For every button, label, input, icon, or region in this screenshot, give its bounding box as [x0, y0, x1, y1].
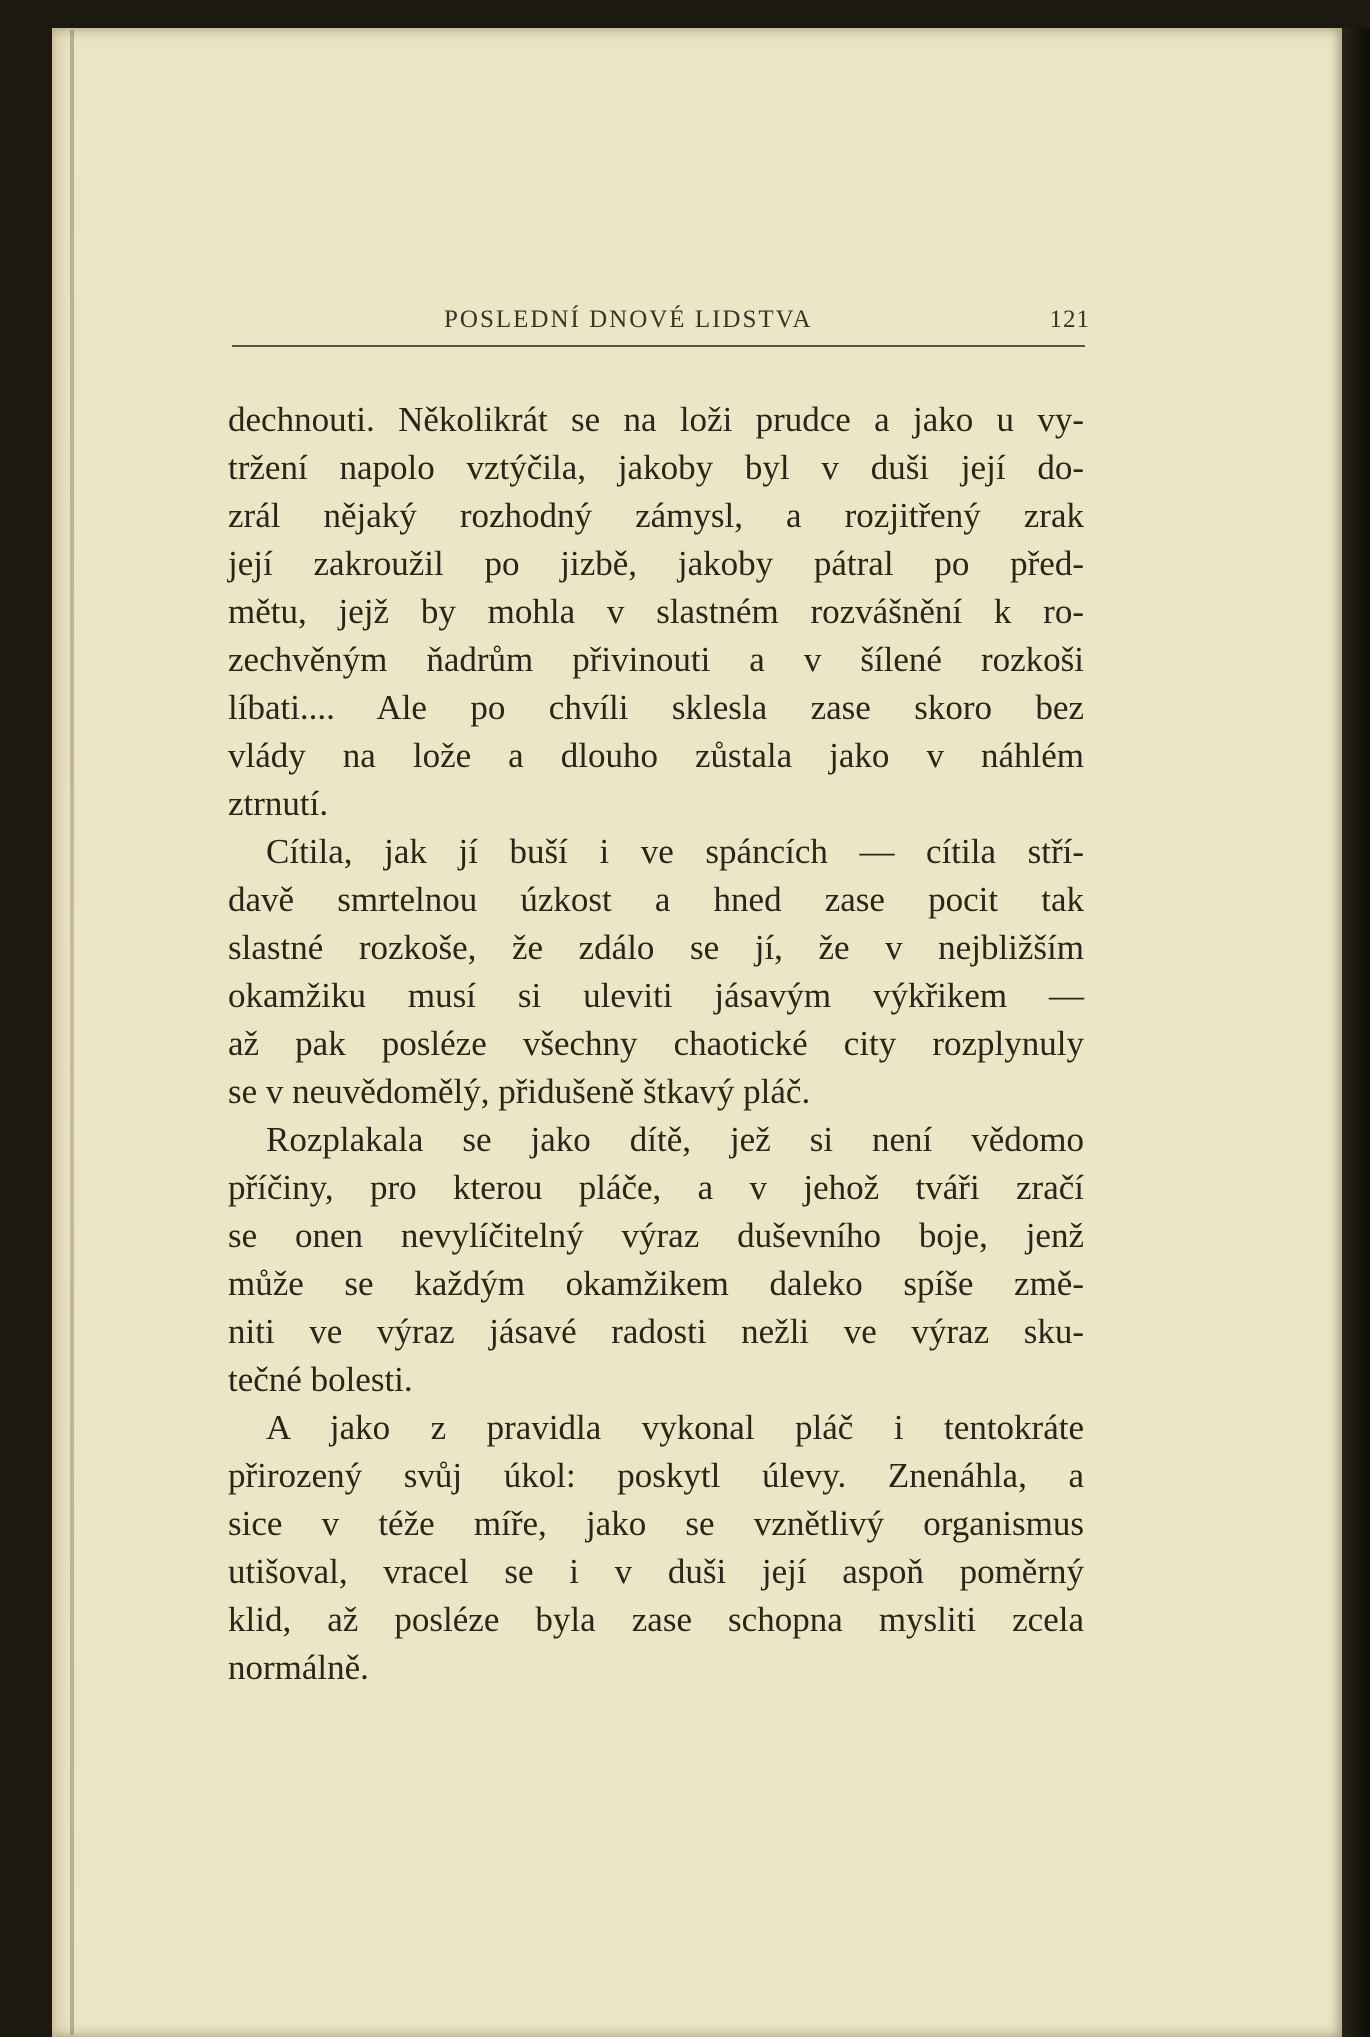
text-line: Cítila, jak jí buší i ve spáncích — cítila stří- — [266, 832, 1084, 871]
text-line: slastné rozkoše, že zdálo se jí, že v nejbližším — [228, 928, 1084, 967]
text-line: líbati.... Ale po chvíli sklesla zase skoro bez — [228, 688, 1084, 727]
text-line: zechvěným ňadrům přivinouti a v šílené rozkoši — [228, 640, 1084, 679]
paragraph-4 — [228, 1404, 1084, 1692]
text-line: utišoval, vracel se i v duši její aspoň poměrný — [228, 1552, 1084, 1591]
page-fold-shadow — [70, 30, 74, 2035]
text-line: davě smrtelnou úzkost a hned zase pocit tak — [228, 880, 1084, 919]
text-line: klid, až posléze byla zase schopna mysliti zcela — [228, 1600, 1084, 1639]
paragraph-1 — [228, 396, 1084, 828]
text-line: příčiny, pro kterou pláče, a v jehož tváři zračí — [228, 1168, 1084, 1207]
text-line: se v neuvědomělý, přidušeně štkavý pláč. — [228, 1072, 811, 1111]
text-line: normálně. — [228, 1648, 369, 1687]
body-text — [228, 396, 1084, 1692]
running-title: POSLEDNÍ DNOVÉ LIDSTVA — [444, 306, 813, 333]
text-line: přirozený svůj úkol: poskytl úlevy. Znenáhla, a — [228, 1456, 1084, 1495]
text-line: tečné bolesti. — [228, 1360, 413, 1399]
text-line: dechnouti. Několikrát se na loži prudce a jako u vy- — [228, 400, 1084, 439]
text-line: Rozplakala se jako dítě, jež si není vědomo — [266, 1120, 1084, 1159]
text-line: až pak posléze všechny chaotické city rozplynuly — [228, 1024, 1084, 1063]
header-rule — [232, 345, 1085, 347]
text-line: niti ve výraz jásavé radosti nežli ve výraz sku- — [228, 1312, 1084, 1351]
text-line: A jako z pravidla vykonal pláč i tentokráte — [266, 1408, 1084, 1447]
text-line: se onen nevylíčitelný výraz duševního boje, jenž — [228, 1216, 1084, 1255]
page-number: 121 — [1049, 306, 1090, 333]
text-line: tržení napolo vztýčila, jakoby byl v duši její do- — [228, 448, 1084, 487]
text-line: vlády na lože a dlouho zůstala jako v náhlém — [228, 736, 1084, 775]
running-head — [230, 300, 1090, 340]
text-line: ztrnutí. — [228, 784, 329, 823]
page-edge-shadow — [1342, 28, 1370, 2037]
text-line: zrál nějaký rozhodný zámysl, a rozjitřený zrak — [228, 496, 1084, 535]
text-line: mětu, jejž by mohla v slastném rozvášnění k ro- — [228, 592, 1084, 631]
text-line: okamžiku musí si uleviti jásavým výkřikem — — [228, 976, 1084, 1015]
paragraph-3 — [228, 1116, 1084, 1404]
text-line: sice v téže míře, jako se vznětlivý organismus — [228, 1504, 1084, 1543]
text-line: její zakroužil po jizbě, jakoby pátral po před- — [228, 544, 1084, 583]
text-line: může se každým okamžikem daleko spíše změ- — [228, 1264, 1084, 1303]
paragraph-2 — [228, 828, 1084, 1116]
